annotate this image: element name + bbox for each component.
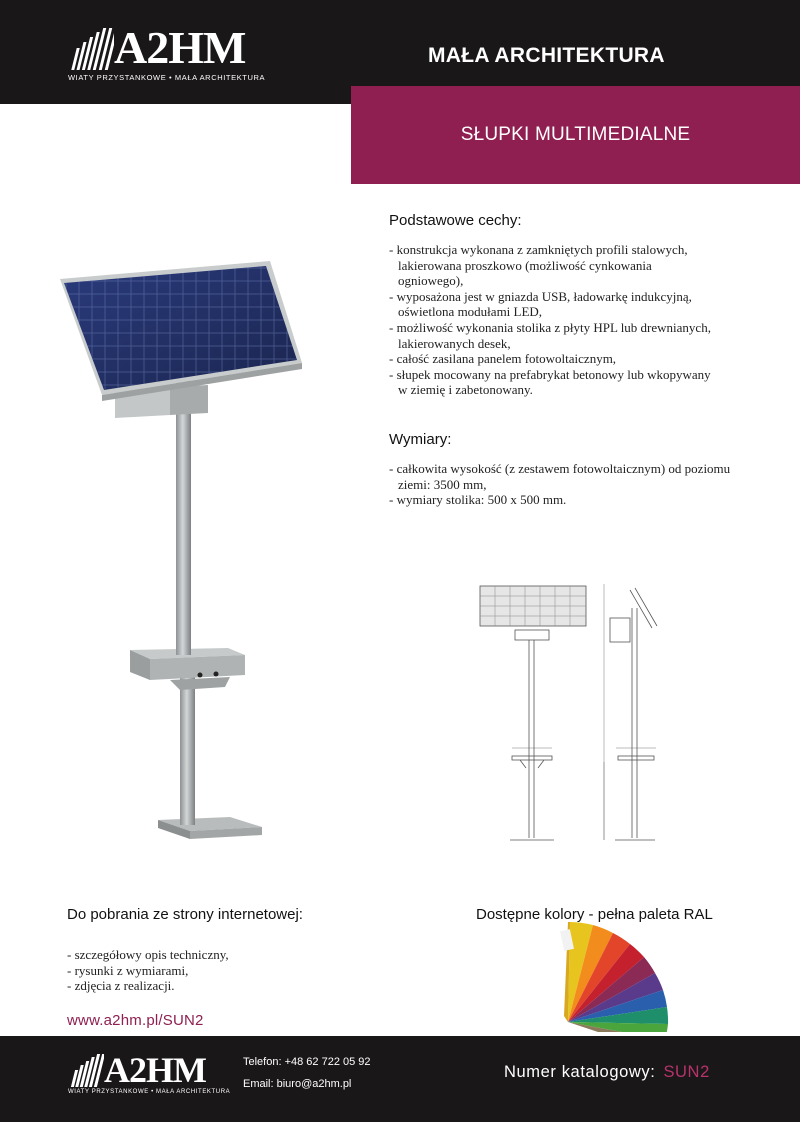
a2hm-logo [68, 22, 273, 82]
email[interactable]: Email: biuro@a2hm.pl [243, 1078, 352, 1090]
list-item: - możliwość wykonania stolika z płyty HPL lub drewnianych, lakierowanych desek, [389, 320, 719, 351]
category-band [351, 86, 800, 184]
list-item: - konstrukcja wykonana z zamkniętych profili stalowych, lakierowana proszkowo (możliwość cynkowania ogniowego), [389, 242, 719, 289]
logo-tagline: WIATY PRZYSTANKOWE • MAŁA ARCHITEKTURA [68, 73, 266, 82]
logo-text: A2HM [104, 1050, 206, 1090]
features-title: Podstawowe cechy: [389, 212, 522, 229]
colors-title: Dostępne kolory - pełna paleta RAL [476, 906, 713, 923]
list-item: - wymiary stolika: 500 x 500 mm. [389, 492, 739, 508]
section-title: MAŁA ARCHITEKTURA [428, 44, 665, 67]
logo-stripes-icon [68, 1054, 104, 1087]
list-item: - całkowita wysokość (z zestawem fotowoltaicznym) od poziomu ziemi: 3500 mm, [389, 461, 739, 492]
features-list [389, 242, 719, 398]
list-item: - wyposażona jest w gniazda USB, ładowarkę indukcyjną, oświetlona modułami LED, [389, 289, 719, 320]
website-link[interactable]: www.a2hm.pl/SUN2 [67, 1012, 204, 1029]
list-item: - szczegółowy opis techniczny, [67, 947, 327, 963]
footer-logo [68, 1050, 231, 1095]
list-item: - rysunki z wymiarami, [67, 963, 327, 979]
list-item: - słupek mocowany na prefabrykat betonowy lub wkopywany w ziemię i zabetonowany. [389, 367, 719, 398]
catalog-label: Numer katalogowy: [504, 1063, 656, 1081]
list-item: - całość zasilana panelem fotowoltaicznym, [389, 351, 719, 367]
list-item: - zdjęcia z realizacji. [67, 978, 327, 994]
dimensions-list [389, 461, 739, 508]
catalog-number [504, 1063, 710, 1082]
catalog-code: SUN2 [663, 1063, 710, 1081]
ral-color-fan-icon [540, 922, 670, 1032]
solar-post-image [40, 255, 330, 855]
technical-drawing [470, 578, 670, 848]
logo-text: A2HM [114, 22, 246, 73]
footer [0, 1036, 800, 1122]
phone: Telefon: +48 62 722 05 92 [243, 1056, 371, 1068]
logo-stripes-icon [68, 28, 114, 70]
logo-tagline: WIATY PRZYSTANKOWE • MAŁA ARCHITEKTURA [68, 1089, 231, 1095]
downloads-list [67, 947, 327, 994]
category-title: SŁUPKI MULTIMEDIALNE [460, 124, 691, 145]
dimensions-title: Wymiary: [389, 431, 452, 448]
downloads-title: Do pobrania ze strony internetowej: [67, 906, 303, 923]
